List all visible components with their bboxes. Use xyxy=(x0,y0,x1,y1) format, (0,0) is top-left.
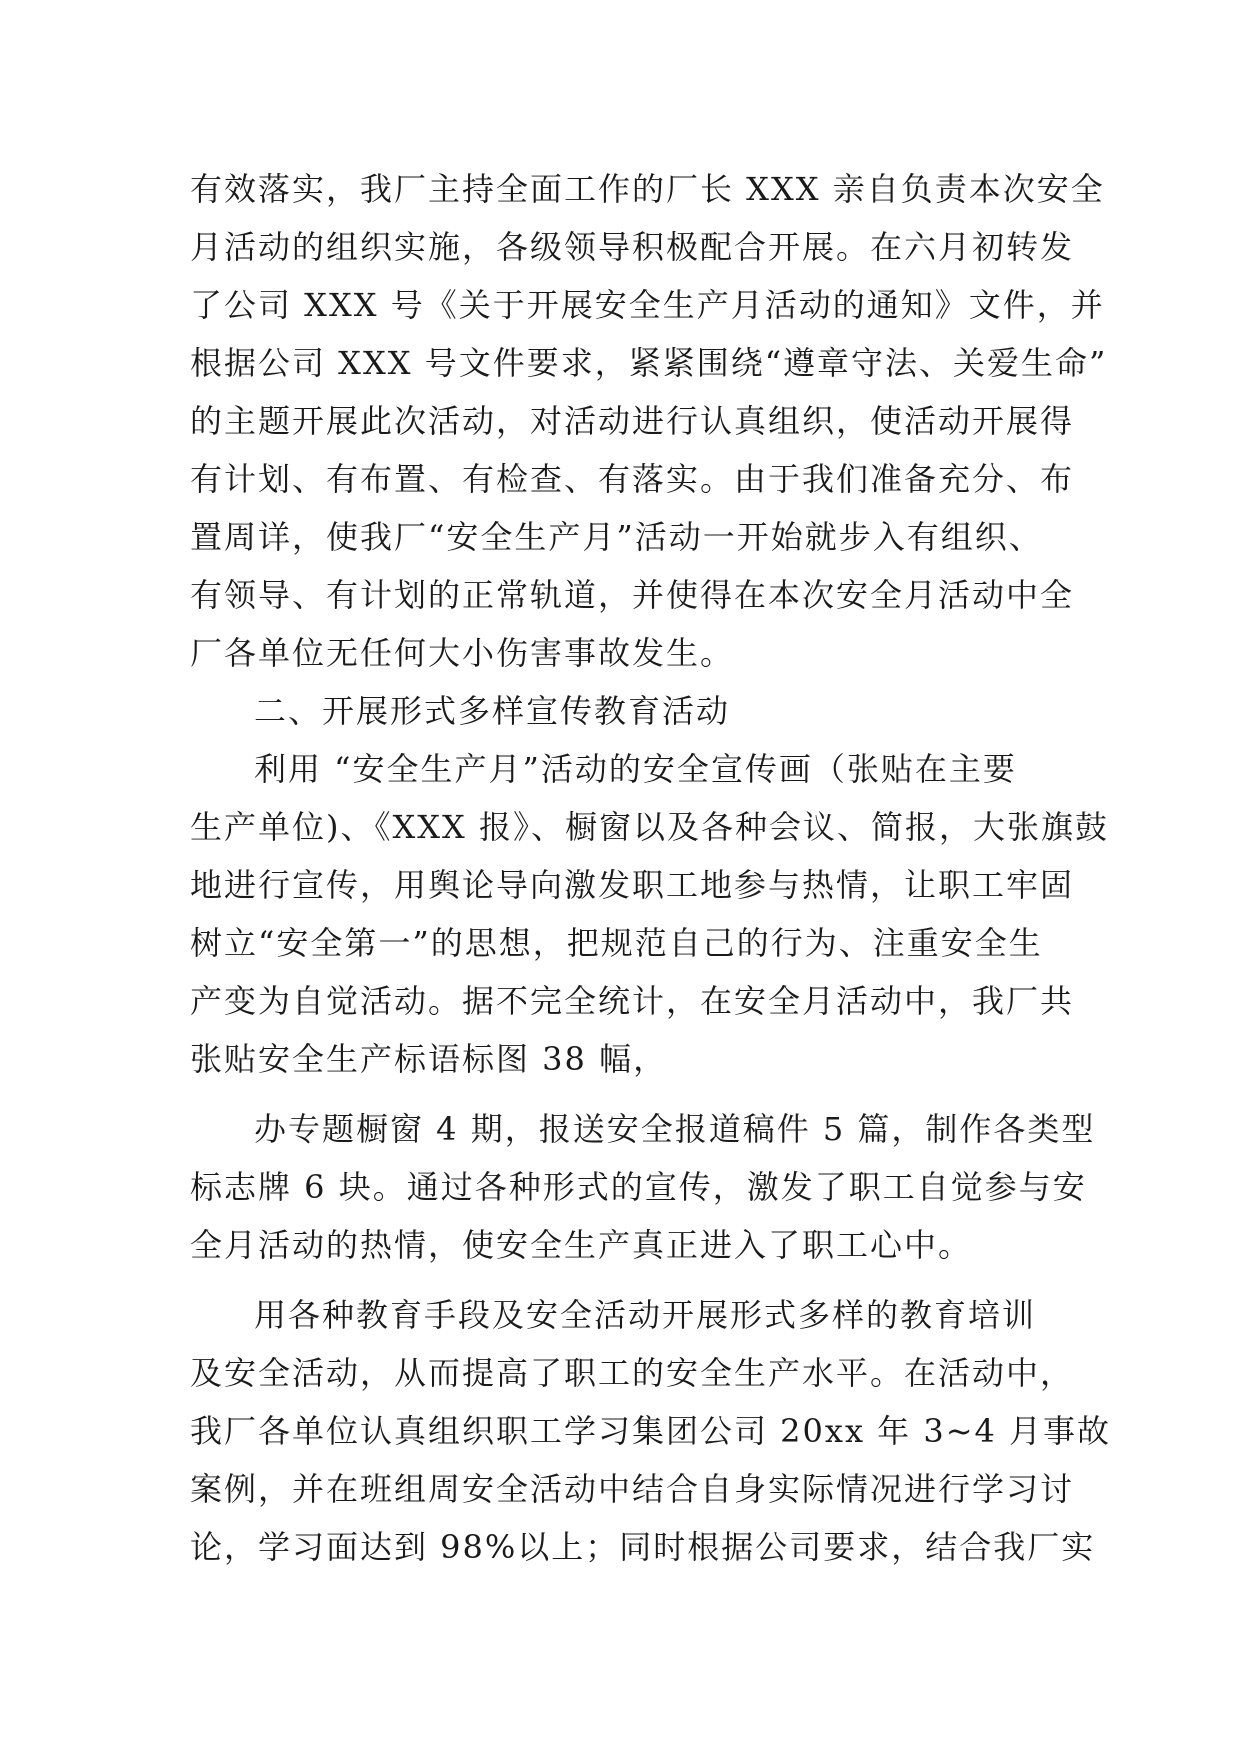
paragraph-first-line: 办专题橱窗 4 期，报送安全报道稿件 5 篇，制作各类型 xyxy=(254,1110,1096,1148)
text-line: 厂各单位无任何大小伤害事故发生。 xyxy=(190,634,735,672)
text-line: 案例，并在班组周安全活动中结合自身实际情况进行学习讨 xyxy=(190,1470,1075,1508)
section-heading: 二、开展形式多样宣传教育活动 xyxy=(254,692,731,730)
text-line: 论，学习面达到 98%以上；同时根据公司要求，结合我厂实 xyxy=(190,1528,1096,1566)
text-line: 产变为自觉活动。据不完全统计，在安全月活动中，我厂共 xyxy=(190,982,1075,1020)
text-line: 生产单位)、《XXX 报》、橱窗以及各种会议、简报，大张旗鼓 xyxy=(190,808,1110,846)
text-line: 根据公司 XXX 号文件要求，紧紧围绕“遵章守法、关爱生命” xyxy=(190,344,1108,382)
text-line: 及安全活动，从而提高了职工的安全生产水平。在活动中， xyxy=(190,1354,1075,1392)
text-line: 月活动的组织实施，各级领导积极配合开展。在六月初转发 xyxy=(190,228,1075,266)
paragraph-first-line: 用各种教育手段及安全活动开展形式多样的教育培训 xyxy=(254,1296,1037,1334)
text-line: 的主题开展此次活动，对活动进行认真组织，使活动开展得 xyxy=(190,402,1075,440)
text-line: 地进行宣传，用舆论导向激发职工地参与热情，让职工牢固 xyxy=(190,866,1075,904)
text-line: 树立“安全第一”的思想，把规范自己的行为、注重安全生 xyxy=(190,924,1043,962)
document-body xyxy=(190,160,1112,1576)
text-line: 了公司 XXX 号《关于开展安全生产月活动的通知》文件，并 xyxy=(190,286,1105,324)
text-line: 有效落实，我厂主持全面工作的厂长 XXX 亲自负责本次安全 xyxy=(190,170,1105,208)
paragraph-first-line: 利用 “安全生产月”活动的安全宣传画（张贴在主要 xyxy=(254,750,1017,788)
text-line: 置周详，使我厂“安全生产月”活动一开始就步入有组织、 xyxy=(190,518,1043,556)
text-line: 有领导、有计划的正常轨道，并使得在本次安全月活动中全 xyxy=(190,576,1075,614)
text-line: 我厂各单位认真组织职工学习集团公司 20xx 年 3~4 月事故 xyxy=(190,1412,1112,1450)
text-line: 有计划、有布置、有检查、有落实。由于我们准备充分、布 xyxy=(190,460,1075,498)
text-line: 标志牌 6 块。通过各种形式的宣传，激发了职工自觉参与安 xyxy=(190,1168,1087,1206)
text-line: 全月活动的热情，使安全生产真正进入了职工心中。 xyxy=(190,1226,973,1264)
text-line: 张贴安全生产标语标图 38 幅， xyxy=(190,1040,668,1078)
